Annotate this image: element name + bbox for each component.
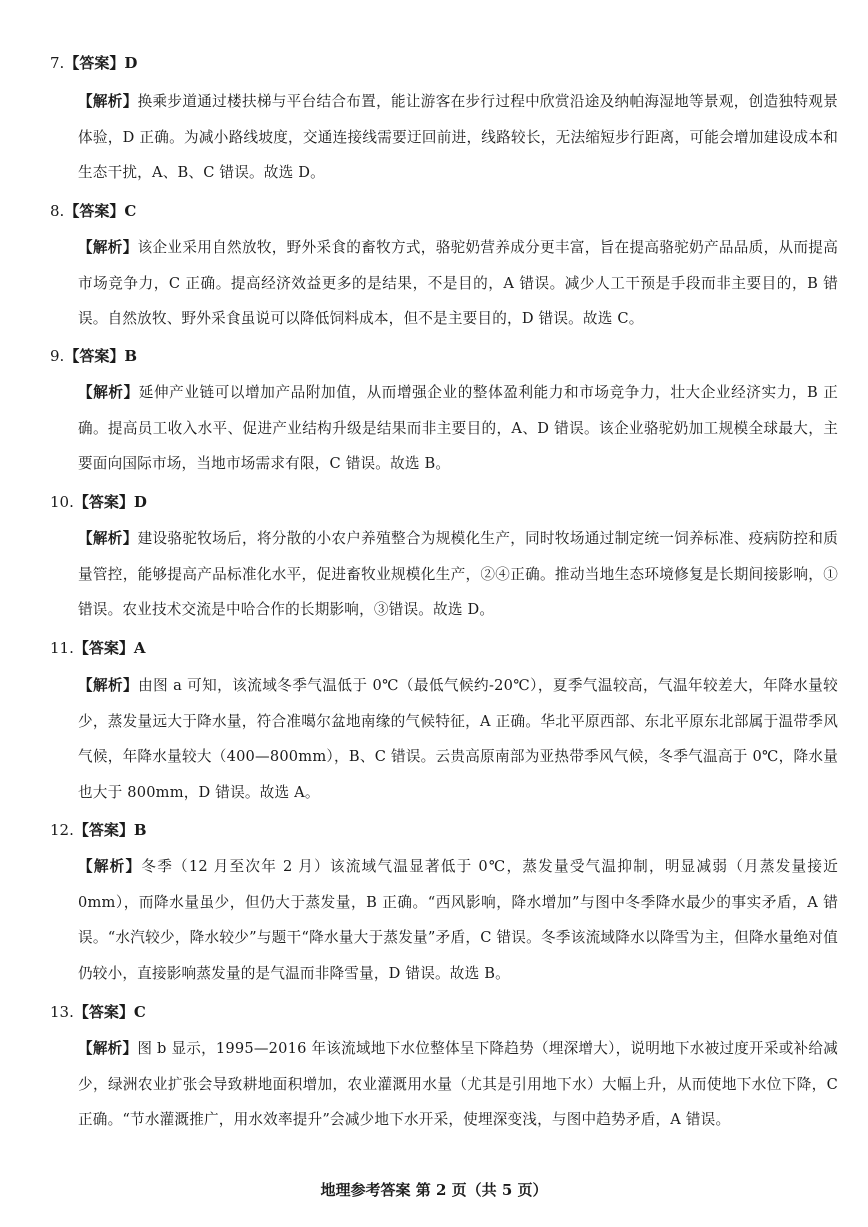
explanation-13: [78, 1031, 838, 1138]
explanation-text: 图 b 显示，1995—2016 年该流域地下水位整体呈下降趋势（埋深增大），说明地下水被过度开采或补给减少，绿洲农业扩张会导致耕地面积增加，农业灌溉用水量（尤其是引用地下水）大幅上升，从而使地下水位下降，C 正确。“节水灌溉推广，用水效率提升”会减少地下水开采，使埋深变浅，与图中趋势矛盾，A 错误。: [78, 1040, 838, 1128]
answer-line-8: [50, 201, 136, 221]
explanation-tag: 【解析】: [78, 530, 138, 547]
question-number: 7.: [50, 54, 65, 72]
answer-label: 【答案】C: [64, 202, 137, 220]
answer-line-10: [50, 492, 147, 512]
answer-label: 【答案】B: [73, 821, 147, 839]
explanation-10: [78, 521, 838, 628]
explanation-text: 冬季（12 月至次年 2 月）该流域气温显著低于 0℃，蒸发量受气温抑制，明显减弱（月蒸发量接近 0mm），而降水量虽少，但仍大于蒸发量，B 正确。“西风影响，降水增加”与图中冬季降水最少的事实矛盾，A 错误。“水汽较少，降水较少”与题干“降水量大于蒸发量”矛盾，C 错误。冬季该流域降水以降雪为主，但降水量绝对值仍较小，直接影响蒸发量的是气温而非降雪量，D 错误。故选 B。: [78, 858, 839, 982]
answer-line-12: [50, 820, 147, 840]
answer-label: 【答案】A: [73, 639, 146, 657]
question-number: 8.: [50, 202, 65, 220]
question-number: 9.: [50, 347, 65, 365]
answer-label: 【答案】C: [73, 1003, 146, 1021]
answer-line-7: [50, 53, 137, 73]
answer-line-11: [50, 638, 146, 658]
question-number: 12.: [50, 821, 74, 839]
explanation-8: [78, 230, 838, 337]
explanation-tag: 【解析】: [78, 384, 139, 401]
explanation-text: 建设骆驼牧场后，将分散的小农户养殖整合为规模化生产，同时牧场通过制定统一饲养标准、疫病防控和质量管控，能够提高产品标准化水平，促进畜牧业规模化生产，②④正确。推动当地生态环境修复是长期间接影响，①错误。农业技术交流是中哈合作的长期影响，③错误。故选 D。: [78, 530, 838, 618]
explanation-tag: 【解析】: [78, 239, 138, 256]
question-number: 13.: [50, 1003, 74, 1021]
explanation-text: 延伸产业链可以增加产品附加值，从而增强企业的整体盈利能力和市场竞争力，壮大企业经济实力，B 正确。提高员工收入水平、促进产业结构升级是结果而非主要目的，A、D 错误。该企业骆驼奶加工规模全球最大，主要面向国际市场，当地市场需求有限，C 错误。故选 B。: [78, 384, 838, 472]
explanation-text: 换乘步道通过楼扶梯与平台结合布置，能让游客在步行过程中欣赏沿途及纳帕海湿地等景观，创造独特观景体验，D 正确。为减小路线坡度，交通连接线需要迂回前进，线路较长，无法缩短步行距离，可能会增加建设成本和生态干扰，A、B、C 错误。故选 D。: [78, 93, 838, 181]
question-number: 10.: [50, 493, 74, 511]
explanation-12: [78, 849, 838, 991]
answer-line-13: [50, 1002, 146, 1022]
explanation-text: 由图 a 可知，该流域冬季气温低于 0℃（最低气候约-20℃），夏季气温较高，气温年较差大，年降水量较少，蒸发量远大于降水量，符合准噶尔盆地南缘的气候特征，A 正确。华北平原西部、东北平原东北部属于温带季风气候，年降水量较大（400—800mm），B、C 错误。云贵高原南部为亚热带季风气候，冬季气温高于 0℃，降水量也大于 800mm，D 错误。故选 A。: [78, 677, 838, 801]
answer-label: 【答案】D: [73, 493, 147, 511]
answer-label: 【答案】B: [64, 347, 137, 365]
question-number: 11.: [50, 639, 74, 657]
explanation-9: [78, 375, 838, 482]
explanation-text: 该企业采用自然放牧，野外采食的畜牧方式，骆驼奶营养成分更丰富，旨在提高骆驼奶产品品质，从而提高市场竞争力，C 正确。提高经济效益更多的是结果，不是目的，A 错误。减少人工干预是手段而非主要目的，B 错误。自然放牧、野外采食虽说可以降低饲料成本，但不是主要目的，D 错误。故选 C。: [78, 239, 838, 327]
page-footer: 地理参考答案 第 2 页（共 5 页）: [320, 1181, 548, 1199]
explanation-11: [78, 668, 838, 810]
answer-line-9: [50, 346, 137, 366]
explanation-tag: 【解析】: [78, 93, 138, 110]
explanation-tag: 【解析】: [78, 1040, 138, 1057]
answer-label: 【答案】D: [64, 54, 138, 72]
explanation-7: [78, 84, 838, 191]
explanation-tag: 【解析】: [78, 858, 142, 875]
explanation-tag: 【解析】: [78, 677, 139, 694]
